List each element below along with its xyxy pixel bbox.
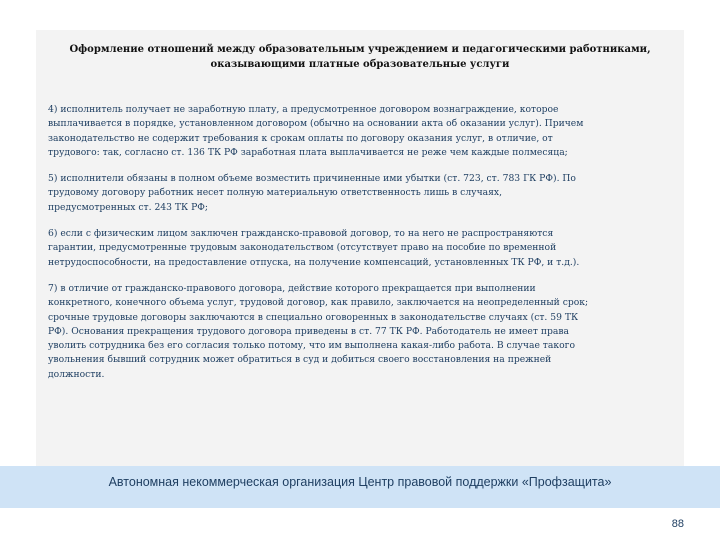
paragraph-line: трудового: так, согласно ст. 136 ТК РФ заработная плата выплачивается не реже чем каждые полмесяца; [48,146,568,158]
slide-title [60,42,660,72]
paragraph-5 [48,172,680,215]
paragraph-line: выплачивается в порядке, установленном договором (обычно на основании акта об оказании услуг). Причем [48,118,584,130]
paragraph-line: 6) если с физическим лицом заключен гражданско-правовой договор, то на него не распространяются [48,228,554,240]
paragraph-line: уволить сотрудника без его согласия только потому, что им выполнена какая-либо работа. В случае такого [48,340,575,352]
footer-organization-name: Автономная некоммерческая организация Центр правовой поддержки «Профзащита» [108,475,612,489]
paragraph-line: нетрудоспособности, на предоставление отпуска, на получение компенсаций, установленных ТК РФ, и т.д.). [48,256,580,268]
paragraph-7 [48,282,680,382]
paragraph-6 [48,227,680,270]
page-number: 88 [671,518,684,530]
paragraph-line: РФ). Основания прекращения трудового договора приведены в ст. 77 ТК РФ. Работодатель не имеет права [48,325,569,337]
paragraph-line: законодательство не содержит требования к срокам оплаты по договору оказания услуг, в отличие, от [48,132,553,144]
paragraph-line: гарантии, предусмотренные трудовым законодательством (отсутствует право на пособие по временной [48,242,557,254]
paragraph-line: конкретного, конечного объема услуг, трудовой договор, как правило, заключается на неопределенный срок; [48,297,589,309]
paragraph-line: должности. [48,368,105,380]
paragraph-line: предусмотренных ст. 243 ТК РФ; [48,201,208,213]
paragraph-line: увольнения бывший сотрудник может обратиться в суд и добиться своего восстановления на прежней [48,354,552,366]
paragraph-line: трудовому договору работник несет полную материальную ответственность лишь в случаях, [48,187,503,199]
body-text [48,103,680,394]
paragraph-line: 5) исполнители обязаны в полном объеме возместить причиненные ими убытки (ст. 723, ст. 783 ГК РФ). По [48,173,576,185]
paragraph-line: 4) исполнитель получает не заработную плату, а предусмотренное договором вознаграждение, которое [48,104,559,115]
slide-title-line: Оформление отношений между образовательным учреждением и педагогическими работниками, [69,44,651,55]
paragraph-line: 7) в отличие от гражданско-правового договора, действие которого прекращается при выполнении [48,282,536,294]
slide-title-line: оказывающими платные образовательные услуги [210,59,510,70]
paragraph-4 [48,103,680,160]
paragraph-line: срочные трудовые договоры заключаются в специально оговоренных в законодательстве случаях (ст. 59 ТК [48,311,579,323]
